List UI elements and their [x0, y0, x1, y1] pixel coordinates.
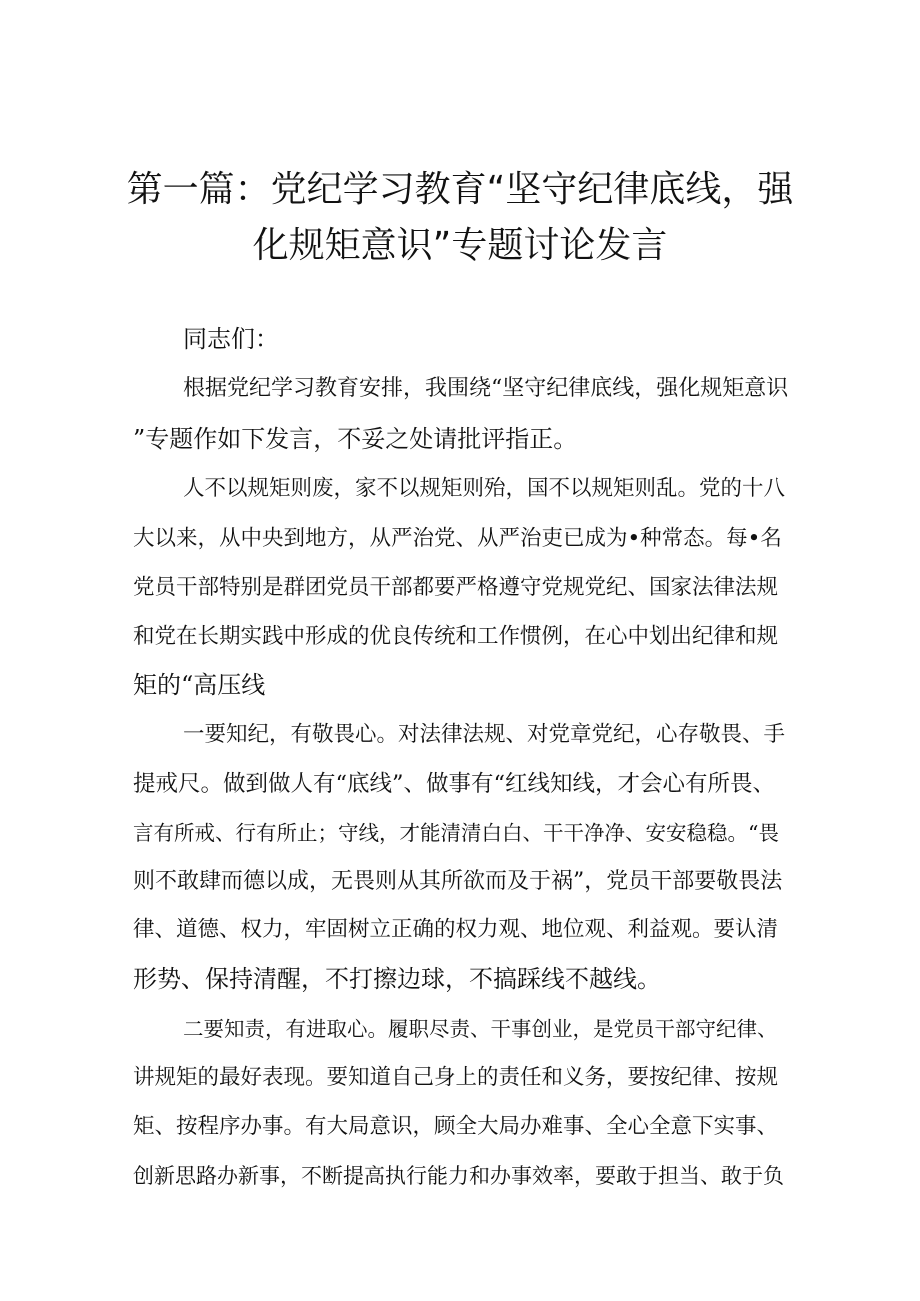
paragraph-4-line-3: 矩、按程序办事。有大局意识，顾全大局办难事、全心全意下实事、 [133, 1114, 779, 1139]
paragraph-4-line-1: 二要知责，有进取心。履职尽责、干事创业，是党员干部守纪律、 [183, 1017, 778, 1041]
paragraph-4-line-2: 讲规矩的最好表现。要知道自己身上的责任和义务，要按纪律、按规 [133, 1065, 779, 1090]
paragraph-1-line-2: ”专题作如下发言，不妥之处请批评指正。 [133, 425, 578, 453]
paragraph-3-line-1: 一要知纪，有敬畏心。对法律法规、对党章党纪，心存敬畏、手 [183, 722, 786, 747]
document-title-line-1: 第一篇：党纪学习教育“坚守纪律底线，强 [126, 169, 794, 210]
paragraph-2-line-3: 党员干部特别是群团党员干部都要严格遵守党规党纪、国家法律法规 [133, 575, 779, 600]
paragraph-2-line-1: 人不以规矩则废，家不以规矩则殆，国不以规矩则乱。党的十八 [183, 476, 786, 501]
paragraph-3-line-4: 则不敢肆而德以成，无畏则从其所欲而及于祸”，党员干部要敬畏法 [133, 869, 783, 894]
document-title-line-2: 化规矩意识”专题讨论发言 [252, 225, 668, 266]
greeting: 同志们： [183, 325, 279, 353]
paragraph-2-line-2: 大以来，从中央到地方，从严治党、从严治吏已成为•种常态。每•名 [133, 526, 782, 551]
paragraph-3-line-5: 律、道德、权力，牢固树立正确的权力观、地位观、利益观。要认清 [133, 917, 779, 942]
paragraph-4-line-4: 创新思路办新事，不断提高执行能力和办事效率，要敢于担当、敢于负 [133, 1164, 784, 1188]
paragraph-3-line-3: 言有所戒、行有所止；守线，才能清清白白、干干净净、安安稳稳。“畏 [133, 821, 779, 845]
paragraph-3-line-6: 形势、保持清醒，不打擦边球，不搞踩线不越线。 [133, 965, 661, 993]
paragraph-3-line-2: 提戒尺。做到做人有“底线”、做事有“红线知线，才会心有所畏、 [133, 771, 776, 797]
paragraph-1-line-1: 根据党纪学习教育安排，我围绕“坚守纪律底线，强化规矩意识 [183, 376, 789, 401]
paragraph-2-line-4: 和党在长期实践中形成的优良传统和工作惯例，在心中划出纪律和规 [133, 624, 779, 649]
paragraph-2-line-5: 矩的“高压线 [133, 671, 266, 699]
